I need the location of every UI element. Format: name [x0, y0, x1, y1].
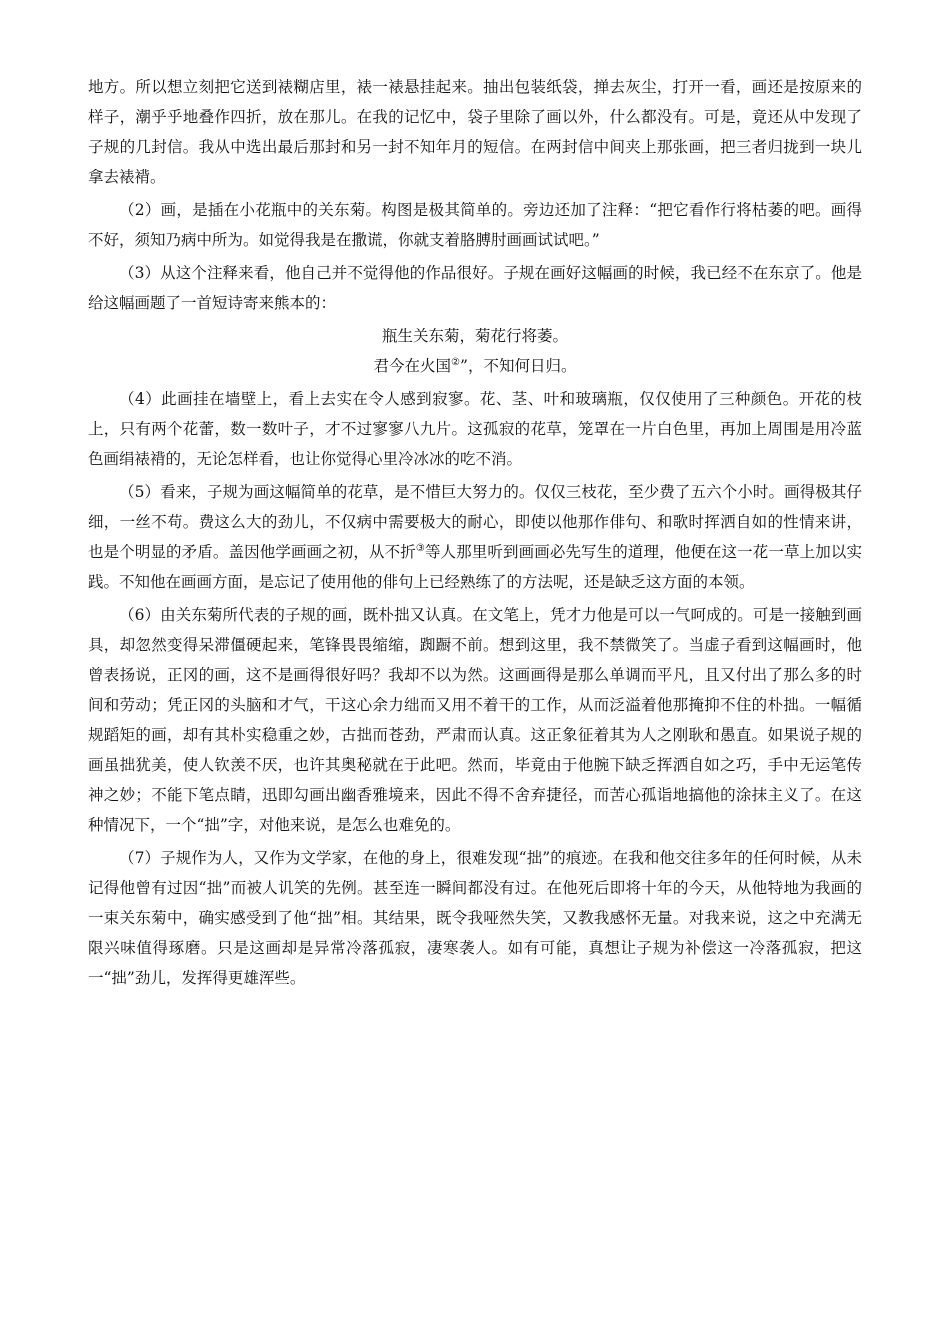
poem	[88, 321, 862, 381]
paragraph-4: （4）此画挂在墙壁上，看上去实在令人感到寂寥。花、茎、叶和玻璃瓶，仅仅使用了三种颜色。开花的枝上，只有两个花蕾，数一数叶子，才不过寥寥八九片。这孤寂的花草，笼罩在一片白色里，再加上周围是用冷蓝色画绢裱褙的，无论怎样看，也让你觉得心里冷冰冰的吃不消。	[88, 390, 862, 468]
paragraph-continuation: 地方。所以想立刻把它送到裱糊店里，裱一裱悬挂起来。抽出包装纸袋，掸去灰尘，打开一看，画还是按原来的样子，潮乎乎地叠作四折，放在那儿。在我的记忆中，袋子里除了画以外，什么都没有。可是，竟还从中发现了子规的几封信。我从中选出最后那封和另一封不知年月的短信。在两封信中间夹上那张画，把三者归拢到一块儿拿去裱褙。	[88, 78, 862, 186]
paragraph-5-end: 等人那里听到画画必先写生的道理，他便在这一花一草上加以实践。不知他在画画方面，是忘记了使用他的俳句上已经熟练了的方法呢，还是缺乏这方面的本领。	[88, 543, 862, 591]
poem-line-2	[88, 351, 862, 381]
footnote-marker-3: ③	[415, 542, 425, 554]
paragraph-5	[88, 477, 862, 597]
paragraph-3: （3）从这个注释来看，他自己并不觉得他的作品很好。子规在画好这幅画的时候，我已经不在东京了。他是给这幅画题了一首短诗寄来熊本的：	[88, 264, 862, 312]
paragraph-2: （2）画，是插在小花瓶中的关东菊。构图是极其简单的。旁边还加了注释：“把它看作行将枯萎的吧。画得不好，须知乃病中所为。如觉得我是在撒谎，你就支着胳膊肘画画试试吧。”	[88, 201, 862, 249]
paragraph-5-start: （5）看来，子规为画这幅简单的花草，是不惜巨大努力的。仅仅三枝花，至少费了五六个小时。画得极其仔细，一丝不苟。费这么大的劲儿，不仅病中需要极大的耐心，即使以他那作俳句、和歌时挥洒自如的性情来讲，也是个明显的矛盾。盖因他学画画之初，从不折	[88, 483, 862, 561]
article-body	[88, 72, 862, 996]
footnote-marker-2: ②	[451, 356, 461, 368]
poem-line-2-start: 君今在火国	[373, 357, 452, 375]
poem-line-1: 瓶生关东菊，菊花行将萎。	[381, 327, 568, 345]
paragraph-6: （6）由关东菊所代表的子规的画，既朴拙又认真。在文笔上，凭才力他是可以一气呵成的。可是一接触到画具，却忽然变得呆滞僵硬起来，笔锋畏畏缩缩，踟蹰不前。想到这里，我不禁微笑了。当虚子看到这幅画时，他曾表扬说，正冈的画，这不是画得很好吗？我却不以为然。这画画得是那么单调而平凡，且又付出了那么多的时间和劳动；凭正冈的头脑和才气，干这心余力绌而又用不着干的工作，从而泛溢着他那掩抑不住的朴拙。一幅循规蹈矩的画，却有其朴实稳重之妙，古拙而苍劲，严肃而认真。这正象征着其为人之刚耿和愚直。如果说子规的画虽拙犹美，使人钦羡不厌，也许其奥秘就在于此吧。然而，毕竟由于他腕下缺乏挥洒自如之巧，手中无运笔传神之妙；不能下笔点睛，迅即勾画出幽香雅境来，因此不得不舍弃捷径，而苦心孤诣地搞他的涂抹主义了。在这种情况下，一个“拙”字，对他来说，是怎么也难免的。	[88, 606, 862, 834]
poem-line-2-end: ”，不知何日归。	[460, 357, 577, 375]
paragraph-7: （7）子规作为人，又作为文学家，在他的身上，很难发现“拙”的痕迹。在我和他交往多年的任何时候，从未记得他曾有过因“拙”而被人讥笑的先例。甚至连一瞬间都没有过。在他死后即将十年的今天，从他特地为我画的一束关东菊中，确实感受到了他“拙”相。其结果，既令我哑然失笑，又教我感怀无量。对我来说，这之中充满无限兴味值得琢磨。只是这画却是异常冷落孤寂，凄寒袭人。如有可能，真想让子规为补偿这一冷落孤寂，把这一“拙”劲儿，发挥得更雄浑些。	[88, 849, 862, 987]
